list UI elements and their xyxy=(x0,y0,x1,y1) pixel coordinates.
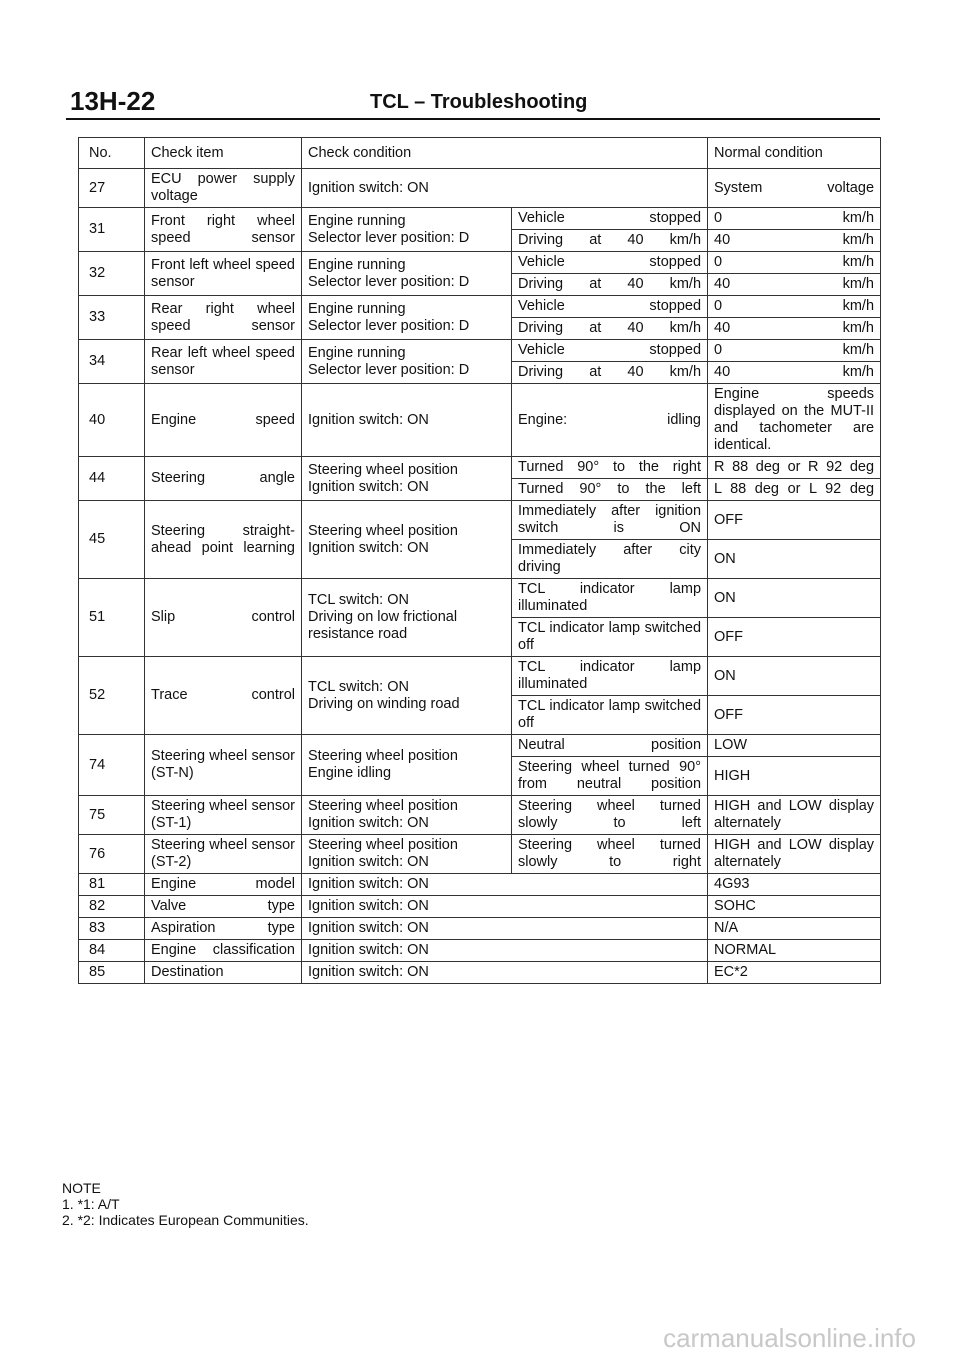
sub-condition: TCL indicator lamp illuminated xyxy=(512,579,708,618)
table-row xyxy=(79,384,881,457)
check-item: Aspiration type xyxy=(145,918,302,940)
check-condition: Steering wheel position Ignition switch: ON xyxy=(302,457,512,501)
normal-condition: HIGH xyxy=(708,757,881,796)
table-row xyxy=(79,252,881,274)
check-condition: Steering wheel position Engine idling xyxy=(302,735,512,796)
check-condition: Engine running Selector lever position: D xyxy=(302,252,512,296)
normal-condition: 0 km/h xyxy=(708,340,881,362)
sub-condition: Steering wheel turned slowly to right xyxy=(512,835,708,874)
table-row xyxy=(79,657,881,696)
row-number: 82 xyxy=(79,896,145,918)
check-item: Slip control xyxy=(145,579,302,657)
normal-condition: 4G93 xyxy=(708,874,881,896)
sub-condition: Vehicle stopped xyxy=(512,340,708,362)
check-item: Rear right wheel speed sensor xyxy=(145,296,302,340)
table-row xyxy=(79,874,881,896)
row-number: 33 xyxy=(79,296,145,340)
normal-condition: 0 km/h xyxy=(708,296,881,318)
table-row xyxy=(79,735,881,757)
check-condition: Ignition switch: ON xyxy=(302,896,708,918)
check-item: ECU power supply voltage xyxy=(145,169,302,208)
watermark: carmanualsonline.info xyxy=(663,1323,916,1353)
table-row xyxy=(79,896,881,918)
check-item: Steering wheel sensor (ST-N) xyxy=(145,735,302,796)
check-item: Engine model xyxy=(145,874,302,896)
normal-condition: ON xyxy=(708,540,881,579)
normal-condition: 0 km/h xyxy=(708,208,881,230)
check-item: Steering wheel sensor (ST-2) xyxy=(145,835,302,874)
sub-condition: Vehicle stopped xyxy=(512,296,708,318)
sub-condition: Steering wheel turned slowly to left xyxy=(512,796,708,835)
row-number: 27 xyxy=(79,169,145,208)
normal-condition: 40 km/h xyxy=(708,318,881,340)
row-number: 75 xyxy=(79,796,145,835)
table-row xyxy=(79,457,881,479)
check-item: Steering wheel sensor (ST-1) xyxy=(145,796,302,835)
row-number: 81 xyxy=(79,874,145,896)
check-item: Destination xyxy=(145,962,302,984)
sub-condition: Driving at 40 km/h xyxy=(512,318,708,340)
normal-condition: OFF xyxy=(708,618,881,657)
check-condition: Engine running Selector lever position: D xyxy=(302,296,512,340)
check-condition: Engine running Selector lever position: D xyxy=(302,208,512,252)
table-row xyxy=(79,208,881,230)
header-normal-condition: Normal condition xyxy=(708,138,881,169)
normal-condition: 40 km/h xyxy=(708,362,881,384)
row-number: 40 xyxy=(79,384,145,457)
table-row xyxy=(79,579,881,618)
note-item: 1. *1: A/T xyxy=(62,1196,120,1212)
row-number: 85 xyxy=(79,962,145,984)
sub-condition: Immediately after ignition switch is ON xyxy=(512,501,708,540)
table-row xyxy=(79,835,881,874)
check-item: Trace control xyxy=(145,657,302,735)
sub-condition: TCL indicator lamp switched off xyxy=(512,618,708,657)
row-number: 84 xyxy=(79,940,145,962)
check-item: Front right wheel speed sensor xyxy=(145,208,302,252)
sub-condition: Driving at 40 km/h xyxy=(512,230,708,252)
row-number: 51 xyxy=(79,579,145,657)
check-item: Front left wheel speed sensor xyxy=(145,252,302,296)
notes-title: NOTE xyxy=(62,1180,101,1196)
normal-condition: ON xyxy=(708,579,881,618)
check-condition: Ignition switch: ON xyxy=(302,918,708,940)
row-number: 34 xyxy=(79,340,145,384)
normal-condition: EC*2 xyxy=(708,962,881,984)
normal-condition: 40 km/h xyxy=(708,274,881,296)
page-number: 13H-22 xyxy=(70,86,156,116)
normal-condition: HIGH and LOW display alternately xyxy=(708,835,881,874)
table-row xyxy=(79,962,881,984)
table-row xyxy=(79,296,881,318)
check-condition: Steering wheel position Ignition switch: ON xyxy=(302,796,512,835)
check-item: Steering angle xyxy=(145,457,302,501)
normal-condition: OFF xyxy=(708,501,881,540)
normal-condition: System voltage xyxy=(708,169,881,208)
row-number: 83 xyxy=(79,918,145,940)
table-header xyxy=(79,138,881,169)
normal-condition: HIGH and LOW display alternately xyxy=(708,796,881,835)
header-check-item: Check item xyxy=(145,138,302,169)
sub-condition: Engine: idling xyxy=(512,384,708,457)
normal-condition: OFF xyxy=(708,696,881,735)
normal-condition: NORMAL xyxy=(708,940,881,962)
check-condition: Steering wheel position Ignition switch: ON xyxy=(302,501,512,579)
header-check-condition: Check condition xyxy=(302,138,708,169)
sub-condition: TCL indicator lamp illuminated xyxy=(512,657,708,696)
row-number: 44 xyxy=(79,457,145,501)
check-item: Rear left wheel speed sensor xyxy=(145,340,302,384)
row-number: 31 xyxy=(79,208,145,252)
sub-condition: Immediately after city driving xyxy=(512,540,708,579)
normal-condition: SOHC xyxy=(708,896,881,918)
table-row xyxy=(79,796,881,835)
check-condition: Ignition switch: ON xyxy=(302,962,708,984)
notes xyxy=(62,1180,309,1228)
row-number: 76 xyxy=(79,835,145,874)
normal-condition: Engine speeds displayed on the MUT-II and tachometer are identical. xyxy=(708,384,881,457)
row-number: 52 xyxy=(79,657,145,735)
check-condition: Ignition switch: ON xyxy=(302,874,708,896)
table-row xyxy=(79,340,881,362)
sub-condition: Steering wheel turned 90° from neutral position xyxy=(512,757,708,796)
sub-condition: Driving at 40 km/h xyxy=(512,362,708,384)
check-condition: Ignition switch: ON xyxy=(302,940,708,962)
check-item: Steering straight-ahead point learning xyxy=(145,501,302,579)
page-title: TCL – Troubleshooting xyxy=(370,91,588,113)
note-item: 2. *2: Indicates European Communities. xyxy=(62,1212,309,1228)
row-number: 74 xyxy=(79,735,145,796)
sub-condition: Vehicle stopped xyxy=(512,208,708,230)
header-rule xyxy=(66,118,880,120)
sub-condition: Turned 90° to the right xyxy=(512,457,708,479)
sub-condition: TCL indicator lamp switched off xyxy=(512,696,708,735)
normal-condition: 0 km/h xyxy=(708,252,881,274)
sub-condition: Neutral position xyxy=(512,735,708,757)
normal-condition: 40 km/h xyxy=(708,230,881,252)
row-number: 32 xyxy=(79,252,145,296)
check-condition: Ignition switch: ON xyxy=(302,384,512,457)
check-condition: Engine running Selector lever position: D xyxy=(302,340,512,384)
normal-condition: LOW xyxy=(708,735,881,757)
table-row xyxy=(79,918,881,940)
table-row xyxy=(79,169,881,208)
check-item: Engine classification xyxy=(145,940,302,962)
normal-condition: N/A xyxy=(708,918,881,940)
check-condition: Ignition switch: ON xyxy=(302,169,708,208)
check-condition: Steering wheel position Ignition switch: ON xyxy=(302,835,512,874)
check-condition: TCL switch: ON Driving on winding road xyxy=(302,657,512,735)
sub-condition: Driving at 40 km/h xyxy=(512,274,708,296)
check-item: Valve type xyxy=(145,896,302,918)
check-item: Engine speed xyxy=(145,384,302,457)
sub-condition: Turned 90° to the left xyxy=(512,479,708,501)
normal-condition: L 88 deg or L 92 deg xyxy=(708,479,881,501)
sub-condition: Vehicle stopped xyxy=(512,252,708,274)
check-condition: TCL switch: ON Driving on low frictional resistance road xyxy=(302,579,512,657)
troubleshooting-table xyxy=(78,137,881,984)
row-number: 45 xyxy=(79,501,145,579)
normal-condition: ON xyxy=(708,657,881,696)
table-row xyxy=(79,501,881,540)
table-row xyxy=(79,940,881,962)
normal-condition: R 88 deg or R 92 deg xyxy=(708,457,881,479)
header-no: No. xyxy=(79,138,145,169)
